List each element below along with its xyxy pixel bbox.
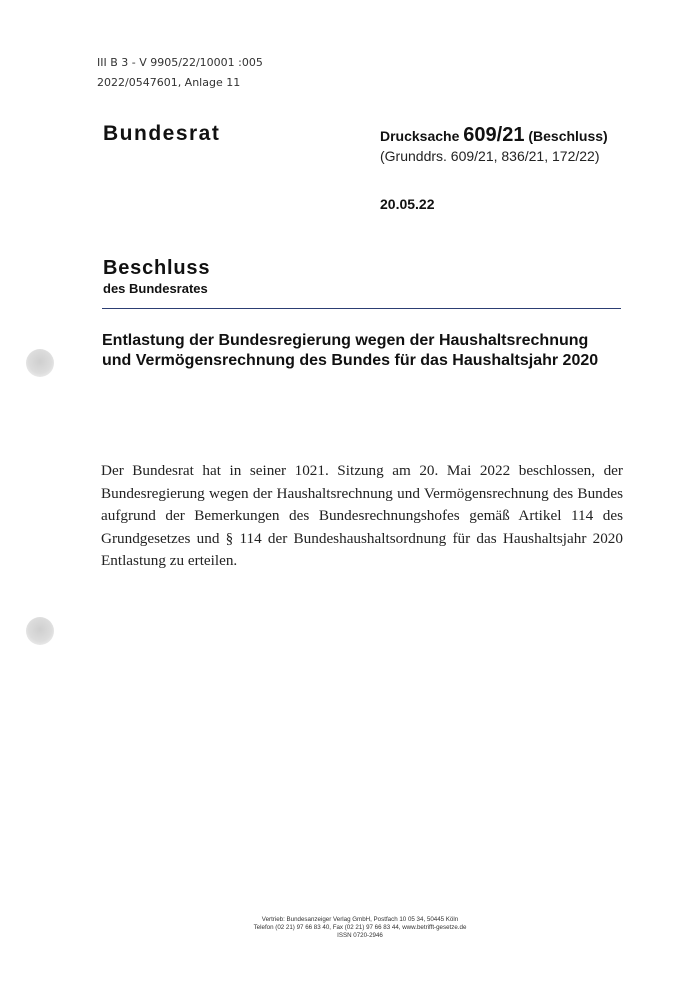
punch-hole-bottom <box>26 617 54 645</box>
decision-paragraph: Der Bundesrat hat in seiner 1021. Sitzung am 20. Mai 2022 beschlossen, der Bundesregierung wegen der Haushaltsrechnung und Vermögensrechnung des Bundes aufgrund der Bemerkungen des Bundesrechnungshofes gemäß Artikel 114 des Grundgesetzes und § 114 der Bundeshaushaltsordnung für das Haushaltsjahr 2020 Entlastung zu erteilen. <box>101 462 623 569</box>
title-line-2: und Vermögensrechnung des Bundes für das Haushaltsjahr 2020 <box>102 352 599 369</box>
title-line-1: Entlastung der Bundesregierung wegen der Haushaltsrechnung <box>102 332 589 349</box>
document-title <box>102 331 632 371</box>
organization-name: Bundesrat <box>103 122 221 145</box>
footer-line-2: Telefon (02 21) 97 66 83 40, Fax (02 21) 97 66 83 44, www.betrifft-gesetze.de <box>253 924 467 931</box>
footer-line-1: Vertrieb: Bundesanzeiger Verlag GmbH, Postfach 10 05 34, 50445 Köln <box>261 916 459 923</box>
base-documents: (Grunddrs. 609/21, 836/21, 172/22) <box>380 148 600 164</box>
reference-block <box>97 53 263 93</box>
document-label: Drucksache <box>380 128 460 144</box>
reference-line-2: 2022/0547601, Anlage 11 <box>97 76 241 89</box>
header-divider <box>102 308 621 309</box>
publisher-footer <box>180 916 540 940</box>
punch-hole-top <box>26 349 54 377</box>
document-number: 609/21 <box>463 124 525 146</box>
document-number-line <box>380 124 608 147</box>
document-type: (Beschluss) <box>528 128 608 144</box>
footer-line-3: ISSN 0720-2946 <box>337 932 383 939</box>
decision-kind: Beschluss <box>103 257 211 279</box>
reference-line-1: III B 3 - V 9905/22/10001 :005 <box>97 56 263 69</box>
document-date: 20.05.22 <box>380 196 435 212</box>
decision-kind-subtitle: des Bundesrates <box>103 281 208 296</box>
